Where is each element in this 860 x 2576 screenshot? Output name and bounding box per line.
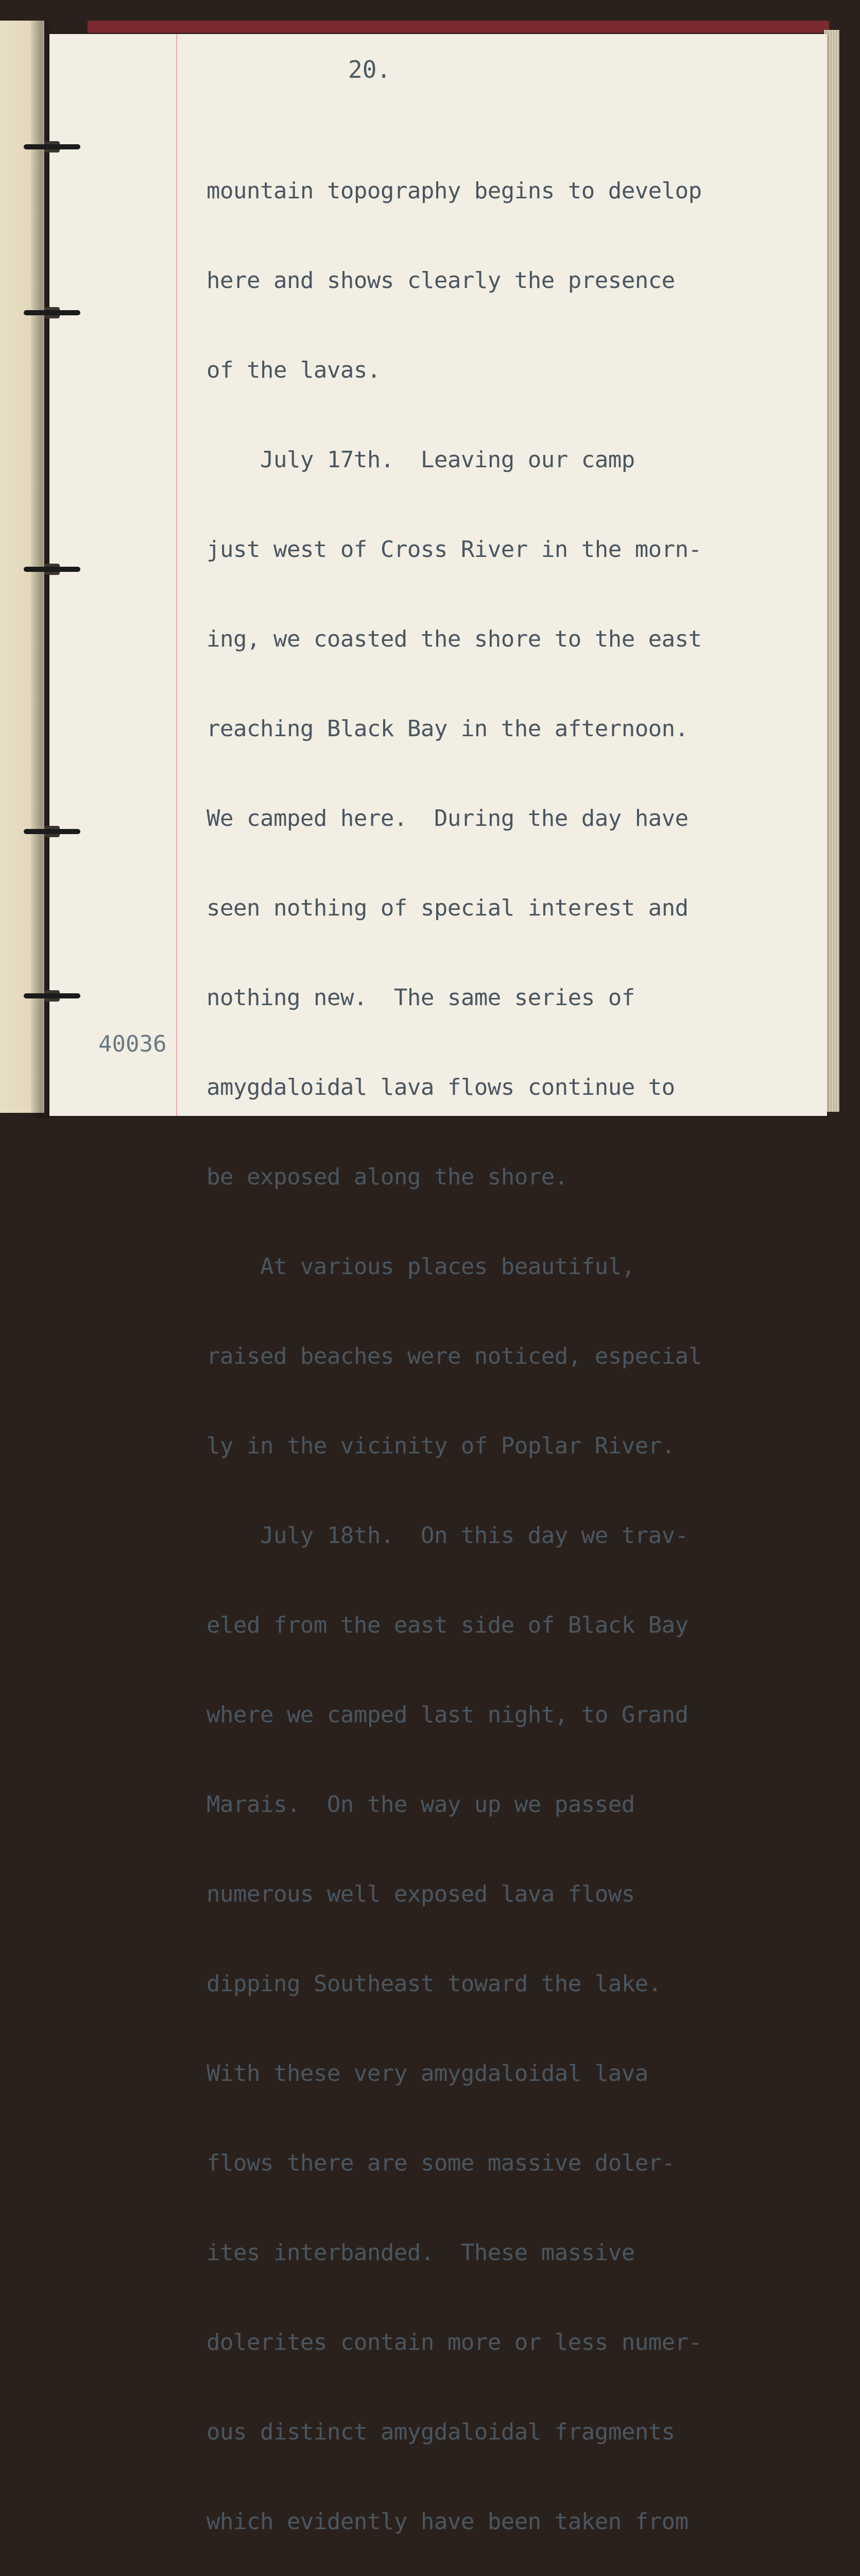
text-line: We camped here. During the day have — [207, 805, 689, 832]
text-line: ites interbanded. These massive — [207, 2240, 635, 2266]
text-line: of the lavas. — [207, 357, 381, 383]
notebook-page — [49, 34, 827, 2535]
cover-edge — [88, 21, 829, 33]
text-line: numerous well exposed lava flows — [207, 1881, 635, 1907]
text-line: Marais. On the way up we passed — [207, 1791, 635, 1818]
margin-line — [176, 34, 177, 1116]
text-line: dolerites contain more or less numer- — [207, 2329, 702, 2355]
text-line: reaching Black Bay in the afternoon. — [207, 716, 689, 742]
text-line: eled from the east side of Black Bay — [207, 1612, 689, 1638]
text-line: flows there are some massive doler- — [207, 2150, 675, 2176]
page-number: 20. — [348, 56, 391, 83]
typed-body-text — [207, 116, 702, 2576]
text-line: ly in the vicinity of Poplar River. — [207, 1433, 675, 1459]
text-line: just west of Cross River in the morn- — [207, 536, 702, 563]
binder-ring — [24, 829, 80, 834]
text-line: July 18th. On this day we trav- — [207, 1522, 689, 1549]
text-line: amygdaloidal lava flows continue to — [207, 1074, 675, 1100]
binder-ring — [24, 144, 80, 149]
text-line: At various places beautiful, — [207, 1253, 635, 1280]
text-line: mountain topography begins to develop — [207, 178, 702, 204]
text-line: here and shows clearly the presence — [207, 267, 675, 294]
text-line: ing, we coasted the shore to the east — [207, 626, 702, 652]
text-line: raised beaches were noticed, especial — [207, 1343, 702, 1369]
text-line: dipping Southeast toward the lake. — [207, 1971, 662, 1997]
specimen-margin-note: 40036 — [98, 1031, 167, 1057]
binder-ring — [24, 993, 80, 998]
text-line: where we camped last night, to Grand — [207, 1702, 689, 1728]
text-line: be exposed along the shore. — [207, 1164, 568, 1190]
binder-ring — [24, 310, 80, 315]
text-line: seen nothing of special interest and — [207, 895, 689, 921]
text-line: which evidently have been taken from — [207, 2509, 689, 2535]
text-line: With these very amygdaloidal lava — [207, 2060, 648, 2087]
text-line: July 17th. Leaving our camp — [207, 447, 635, 473]
binder-ring — [24, 567, 80, 572]
text-line: ous distinct amygdaloidal fragments — [207, 2419, 675, 2445]
text-line: nothing new. The same series of — [207, 985, 635, 1011]
